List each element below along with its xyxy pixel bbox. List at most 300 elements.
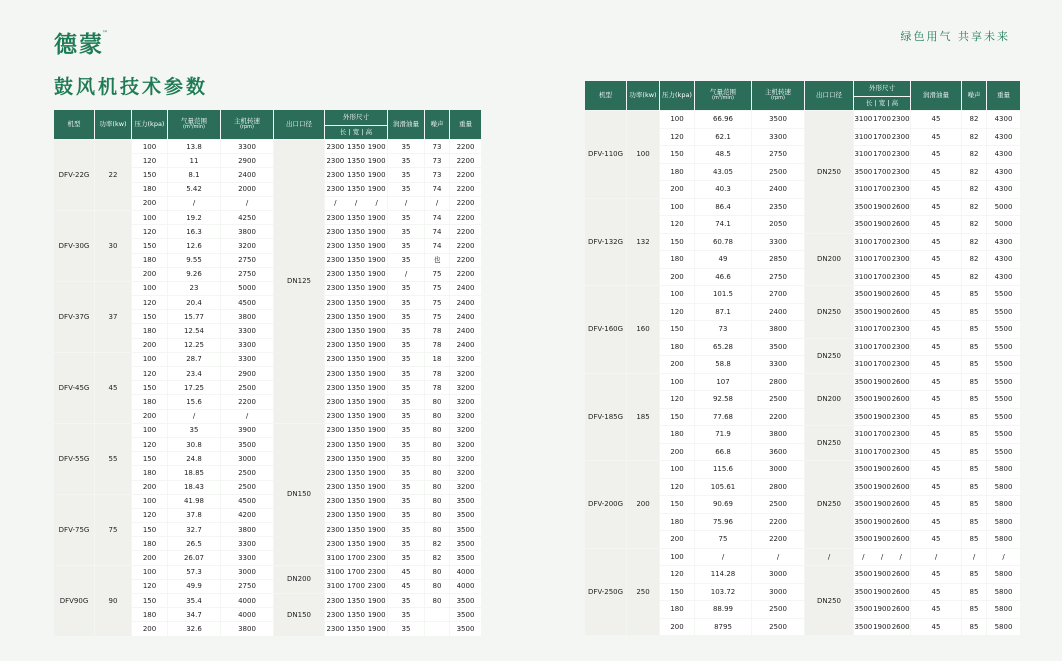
oil-cell: 35 (388, 495, 424, 508)
power-cell: 75 (95, 495, 131, 565)
dimension-cell (854, 251, 910, 268)
col-dims-sub: 长 | 宽 | 高 (325, 126, 387, 139)
flow-cell: 35 (168, 424, 220, 437)
dim-height: 2300 (367, 568, 386, 577)
dim-width: 1350 (347, 454, 365, 463)
oil-cell: 45 (911, 164, 961, 181)
weight-cell: 3500 (450, 537, 481, 550)
speed-cell: 3800 (221, 310, 273, 323)
dim-length: 3100 (854, 447, 873, 456)
dim-height: 1900 (367, 468, 386, 477)
weight-cell: 4300 (987, 181, 1020, 198)
weight-cell: 5800 (987, 514, 1020, 531)
speed-cell: 4500 (221, 495, 273, 508)
pressure-cell: 150 (660, 234, 694, 251)
pressure-cell: 100 (660, 286, 694, 303)
oil-cell: 45 (911, 444, 961, 461)
flow-cell: 11 (168, 154, 220, 167)
weight-cell: 5500 (987, 339, 1020, 356)
pressure-cell: 180 (660, 339, 694, 356)
dim-height: 2300 (891, 412, 910, 421)
brand-logo-text: 德蒙 (54, 32, 104, 58)
dim-length: 3500 (854, 220, 873, 229)
dimension-cell (325, 594, 387, 607)
noise-cell: 85 (962, 584, 986, 601)
dim-width: 1900 (873, 622, 891, 631)
dim-length: 2300 (326, 383, 345, 392)
dim-width: 1350 (347, 383, 365, 392)
dim-length: 3100 (854, 185, 873, 194)
dim-width: 1350 (347, 142, 365, 151)
dim-length: 3500 (854, 587, 873, 596)
weight-cell: 3500 (450, 509, 481, 522)
speed-cell: 3800 (221, 622, 273, 635)
weight-cell: 4300 (987, 164, 1020, 181)
dim-length: 3500 (854, 395, 873, 404)
dimension-cell (325, 225, 387, 238)
noise-cell: 82 (962, 199, 986, 216)
flow-cell: 43.05 (695, 164, 751, 181)
pressure-cell: 150 (132, 452, 167, 465)
table-row (585, 286, 1020, 303)
dimension-cell (325, 183, 387, 196)
trademark-mark: ™ (102, 30, 108, 38)
noise-cell: 82 (962, 234, 986, 251)
col-oil (911, 81, 961, 110)
pressure-cell: 180 (660, 251, 694, 268)
col-oil-label: 润滑油量 (393, 119, 419, 128)
dim-height: 2300 (891, 167, 910, 176)
speed-cell: 4000 (221, 608, 273, 621)
oil-cell: 35 (388, 183, 424, 196)
noise-cell: 85 (962, 444, 986, 461)
dim-length: 3500 (854, 622, 873, 631)
col-dim-w: 宽 (878, 98, 886, 107)
noise-cell: 85 (962, 461, 986, 478)
dimension-cell (854, 164, 910, 181)
weight-cell: 5500 (987, 374, 1020, 391)
oil-cell: 35 (388, 381, 424, 394)
noise-cell (425, 622, 449, 635)
oil-cell: 45 (911, 584, 961, 601)
flow-cell: 66.8 (695, 444, 751, 461)
oil-cell: 35 (388, 339, 424, 352)
dim-width: 1900 (873, 535, 891, 544)
dimension-cell (854, 426, 910, 443)
noise-cell: 85 (962, 356, 986, 373)
dim-width: 1350 (347, 610, 365, 619)
noise-cell: 80 (425, 580, 449, 593)
noise-cell: 85 (962, 496, 986, 513)
pressure-cell: 200 (132, 622, 167, 635)
dim-width: 1350 (347, 270, 365, 279)
speed-cell: 3500 (752, 339, 804, 356)
dimension-cell (325, 424, 387, 437)
table-row (54, 353, 481, 366)
pressure-cell: 180 (660, 164, 694, 181)
dim-length: 2300 (326, 596, 345, 605)
pressure-cell: 180 (132, 183, 167, 196)
oil-cell: 35 (388, 296, 424, 309)
speed-cell: 2750 (221, 268, 273, 281)
pressure-cell: 100 (660, 199, 694, 216)
col-pressure (660, 81, 694, 110)
weight-cell: 5800 (987, 496, 1020, 513)
dim-width: 1900 (873, 500, 891, 509)
weight-cell: 4300 (987, 234, 1020, 251)
dim-height: 1900 (367, 596, 386, 605)
power-cell: 160 (627, 286, 659, 373)
dimension-cell (325, 310, 387, 323)
noise-cell: 82 (962, 164, 986, 181)
dim-width: 1350 (347, 227, 365, 236)
dim-width: 1700 (873, 167, 891, 176)
col-dim-l: 长 (865, 98, 873, 107)
dim-width: 1350 (347, 397, 365, 406)
dim-height: 1900 (367, 142, 386, 151)
dim-length: / (862, 552, 865, 561)
dim-length: 3100 (854, 342, 873, 351)
dim-height: 2300 (891, 430, 910, 439)
weight-cell: 2400 (450, 339, 481, 352)
weight-cell: 2200 (450, 154, 481, 167)
col-dim-w: 宽 (352, 127, 360, 136)
port-cell: / (805, 549, 853, 566)
noise-cell: 82 (962, 251, 986, 268)
flow-cell: / (168, 197, 220, 210)
flow-cell: 88.99 (695, 601, 751, 618)
oil-cell: 45 (911, 479, 961, 496)
oil-cell: 35 (388, 254, 424, 267)
oil-cell: 35 (388, 424, 424, 437)
slogan: 绿色用气 共享未来 (900, 30, 1010, 43)
pressure-cell: 180 (132, 324, 167, 337)
model-cell: DFV-45G (54, 353, 94, 423)
dim-width: 1350 (347, 369, 365, 378)
weight-cell: 3200 (450, 466, 481, 479)
speed-cell: 3300 (221, 140, 273, 153)
flow-cell: 9.55 (168, 254, 220, 267)
weight-cell: 5800 (987, 566, 1020, 583)
dim-width: 1900 (873, 202, 891, 211)
dim-length: 3100 (326, 582, 345, 591)
dim-height: 1900 (367, 497, 386, 506)
weight-cell: 5500 (987, 286, 1020, 303)
dim-height: 2300 (891, 342, 910, 351)
noise-cell: 85 (962, 426, 986, 443)
col-model (54, 110, 94, 139)
flow-cell: 60.78 (695, 234, 751, 251)
dim-height: 1900 (367, 327, 386, 336)
dim-width: 1700 (873, 430, 891, 439)
noise-cell: 80 (425, 594, 449, 607)
dim-height: 1900 (367, 256, 386, 265)
speed-cell: 3300 (221, 324, 273, 337)
weight-cell: 3200 (450, 452, 481, 465)
dim-length: 2300 (326, 270, 345, 279)
col-model (585, 81, 626, 110)
dimension-cell (854, 234, 910, 251)
noise-cell: 85 (962, 514, 986, 531)
flow-cell: 37.8 (168, 509, 220, 522)
oil-cell: 45 (911, 199, 961, 216)
speed-cell: 3800 (752, 321, 804, 338)
noise-cell: 85 (962, 619, 986, 636)
dim-height: 2600 (891, 517, 910, 526)
oil-cell: 45 (911, 251, 961, 268)
pressure-cell: 120 (132, 367, 167, 380)
dim-height: 1900 (367, 624, 386, 633)
oil-cell: 35 (388, 310, 424, 323)
col-oil (388, 110, 424, 139)
dim-height: 1900 (367, 270, 386, 279)
dim-height: 1900 (367, 284, 386, 293)
flow-cell: 103.72 (695, 584, 751, 601)
flow-cell: 49 (695, 251, 751, 268)
col-dim-h: 高 (891, 98, 899, 107)
weight-cell: 2400 (450, 310, 481, 323)
flow-cell: / (695, 549, 751, 566)
port-cell: DN200 (805, 234, 853, 286)
col-dims (325, 110, 387, 125)
pressure-cell: 150 (660, 584, 694, 601)
weight-cell: / (987, 549, 1020, 566)
dim-length: 2300 (326, 511, 345, 520)
dim-length: 2300 (326, 610, 345, 619)
table-row (54, 282, 481, 295)
speed-cell: 2500 (752, 391, 804, 408)
flow-cell: 75.96 (695, 514, 751, 531)
dimension-cell (325, 367, 387, 380)
pressure-cell: 100 (660, 111, 694, 128)
weight-cell: 3500 (450, 622, 481, 635)
col-speed (752, 81, 804, 110)
speed-cell: 2800 (752, 374, 804, 391)
dim-length: 3100 (854, 360, 873, 369)
brand-logo (54, 26, 110, 59)
speed-cell: 2200 (752, 514, 804, 531)
flow-cell: 66.96 (695, 111, 751, 128)
flow-cell: 57.3 (168, 566, 220, 579)
dim-length: 2300 (326, 170, 345, 179)
dim-height: 2600 (891, 290, 910, 299)
col-port-label: 出口口径 (286, 119, 312, 128)
dim-length: 3100 (854, 132, 873, 141)
speed-cell: 2000 (221, 183, 273, 196)
dim-width: 1350 (347, 170, 365, 179)
col-dim-l: 长 (339, 127, 347, 136)
dim-height: 2600 (891, 482, 910, 491)
pressure-cell: 180 (660, 514, 694, 531)
dimension-cell (854, 374, 910, 391)
speed-cell: 3800 (221, 523, 273, 536)
speed-cell: 2500 (221, 466, 273, 479)
oil-cell: 45 (911, 409, 961, 426)
noise-cell: 85 (962, 601, 986, 618)
speed-cell: 3300 (221, 551, 273, 564)
pressure-cell: 100 (132, 211, 167, 224)
oil-cell: 35 (388, 481, 424, 494)
dim-width: 1700 (347, 568, 365, 577)
noise-cell: 85 (962, 339, 986, 356)
dim-length: 2300 (326, 483, 345, 492)
flow-cell: 9.26 (168, 268, 220, 281)
power-cell: 185 (627, 374, 659, 461)
weight-cell: 2400 (450, 282, 481, 295)
pressure-cell: 200 (660, 531, 694, 548)
dim-width: 1700 (873, 447, 891, 456)
oil-cell: 45 (911, 129, 961, 146)
oil-cell: 35 (388, 367, 424, 380)
dim-width: 1900 (873, 605, 891, 614)
oil-cell: 35 (388, 622, 424, 635)
dim-width: 1350 (347, 539, 365, 548)
weight-cell: 5800 (987, 619, 1020, 636)
noise-cell: 73 (425, 140, 449, 153)
dim-length: 3100 (854, 430, 873, 439)
dim-length: 2300 (326, 256, 345, 265)
oil-cell: 35 (388, 594, 424, 607)
col-speed (221, 110, 273, 139)
speed-cell: 2750 (221, 254, 273, 267)
flow-cell: 105.61 (695, 479, 751, 496)
dim-width: 1350 (347, 327, 365, 336)
dim-length: 2300 (326, 440, 345, 449)
oil-cell: 35 (388, 551, 424, 564)
flow-cell: 32.6 (168, 622, 220, 635)
dim-length: 3500 (854, 465, 873, 474)
speed-cell: 4200 (221, 509, 273, 522)
dim-length: 3100 (854, 115, 873, 124)
power-cell: 37 (95, 282, 131, 352)
pressure-cell: 150 (132, 594, 167, 607)
dim-length: 3100 (854, 150, 873, 159)
oil-cell: 45 (911, 531, 961, 548)
weight-cell: 5500 (987, 444, 1020, 461)
model-cell: DFV-75G (54, 495, 94, 565)
flow-cell: 17.25 (168, 381, 220, 394)
weight-cell: 2200 (450, 168, 481, 181)
weight-cell: 4300 (987, 251, 1020, 268)
port-cell: DN250 (805, 426, 853, 460)
dim-width: 1700 (347, 554, 365, 563)
power-cell: 200 (627, 461, 659, 548)
dimension-cell (854, 444, 910, 461)
noise-cell: 75 (425, 268, 449, 281)
dimension-cell (325, 324, 387, 337)
weight-cell: 3200 (450, 367, 481, 380)
col-power (95, 110, 131, 139)
dimension-cell (325, 509, 387, 522)
dim-length: 2300 (326, 539, 345, 548)
dim-length: 2300 (326, 284, 345, 293)
col-flow (695, 81, 751, 110)
pressure-cell: 180 (132, 395, 167, 408)
dim-height: 2600 (891, 587, 910, 596)
oil-cell: 45 (911, 111, 961, 128)
dim-width: 1700 (873, 325, 891, 334)
flow-cell: 12.54 (168, 324, 220, 337)
dim-length: 2300 (326, 227, 345, 236)
weight-cell: 2200 (450, 239, 481, 252)
noise-cell: 82 (962, 111, 986, 128)
oil-cell: 45 (911, 269, 961, 286)
oil-cell: 45 (388, 580, 424, 593)
flow-cell: 92.58 (695, 391, 751, 408)
pressure-cell: 120 (132, 225, 167, 238)
dimension-cell (325, 438, 387, 451)
pressure-cell: 100 (660, 374, 694, 391)
dimension-cell (854, 514, 910, 531)
speed-cell: 3800 (752, 426, 804, 443)
model-cell: DFV-30G (54, 211, 94, 281)
weight-cell: 2200 (450, 254, 481, 267)
dimension-cell (325, 339, 387, 352)
dim-width: 1700 (347, 582, 365, 591)
speed-cell: 3500 (752, 111, 804, 128)
weight-cell: 2400 (450, 296, 481, 309)
weight-cell: 3500 (450, 608, 481, 621)
weight-cell: 3200 (450, 410, 481, 423)
noise-cell: 85 (962, 304, 986, 321)
dim-width: 1900 (873, 412, 891, 421)
pressure-cell: 120 (132, 509, 167, 522)
noise-cell: 85 (962, 321, 986, 338)
pressure-cell: 200 (660, 181, 694, 198)
port-cell: DN250 (805, 461, 853, 548)
speed-cell: 3800 (221, 225, 273, 238)
speed-cell: 3600 (752, 444, 804, 461)
dim-width: 1350 (347, 341, 365, 350)
oil-cell: / (911, 549, 961, 566)
flow-cell: 90.69 (695, 496, 751, 513)
port-cell: DN125 (274, 140, 324, 423)
noise-cell: 82 (425, 537, 449, 550)
dim-height: 2600 (891, 535, 910, 544)
dim-length: 3500 (854, 307, 873, 316)
port-cell: DN250 (805, 286, 853, 338)
dim-width: 1350 (347, 596, 365, 605)
dim-length: 3500 (854, 167, 873, 176)
noise-cell (425, 608, 449, 621)
dim-height: 2600 (891, 570, 910, 579)
dim-width: 1700 (873, 132, 891, 141)
dim-height: 1900 (367, 298, 386, 307)
oil-cell: 35 (388, 154, 424, 167)
dim-length: 2300 (326, 185, 345, 194)
dim-length: 3100 (854, 237, 873, 246)
noise-cell: 80 (425, 566, 449, 579)
dim-length: 3100 (326, 568, 345, 577)
noise-cell: 85 (962, 286, 986, 303)
dim-width: 1700 (873, 115, 891, 124)
dim-width: 1900 (873, 465, 891, 474)
dim-length: 3500 (854, 202, 873, 211)
header-row (585, 81, 1020, 96)
dimension-cell (854, 619, 910, 636)
noise-cell: 80 (425, 466, 449, 479)
oil-cell: 45 (911, 146, 961, 163)
flow-cell: 26.07 (168, 551, 220, 564)
weight-cell: 3500 (450, 523, 481, 536)
noise-cell: 74 (425, 225, 449, 238)
flow-cell: 77.68 (695, 409, 751, 426)
col-noise-label: 噪声 (430, 119, 444, 128)
flow-cell: 115.6 (695, 461, 751, 478)
col-weight (987, 81, 1020, 110)
oil-cell: 45 (911, 619, 961, 636)
col-speed-unit: (rpm) (239, 124, 254, 131)
